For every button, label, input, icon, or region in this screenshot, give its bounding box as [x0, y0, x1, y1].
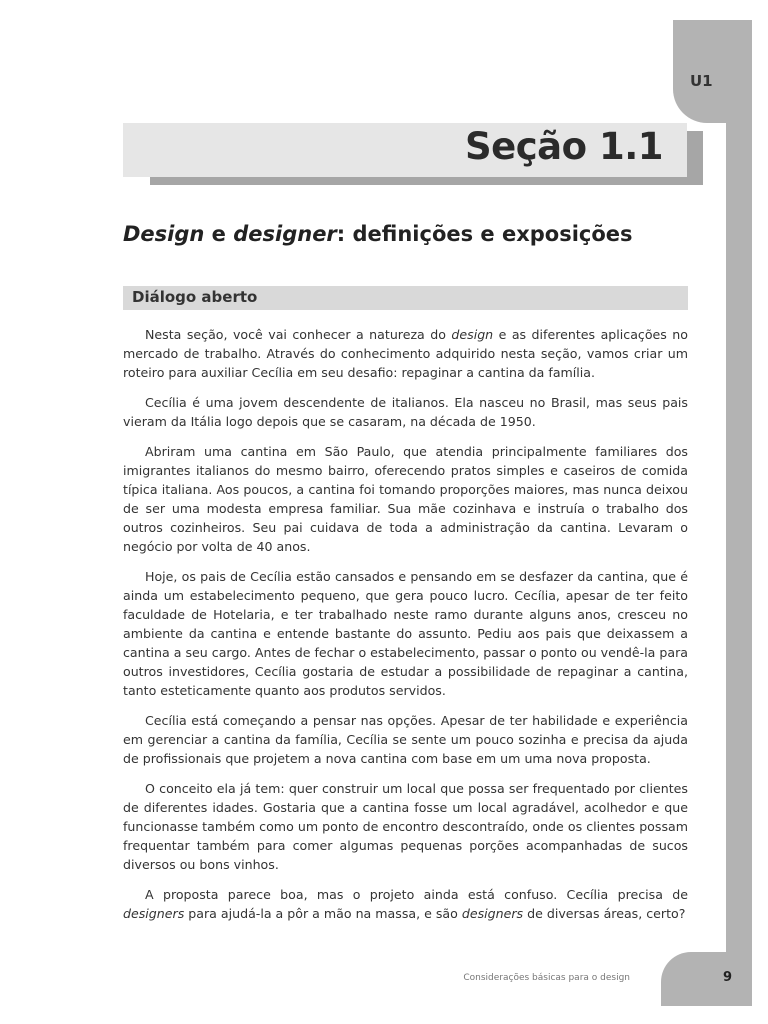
heading-designer: designer: [233, 222, 337, 246]
paragraph-7-text-a: A proposta parece boa, mas o projeto ainda está confuso. Cecília precisa de: [145, 887, 688, 902]
paragraph-2: Cecília é uma jovem descendente de italianos. Ela nasceu no Brasil, mas seus pais vieram da Itália logo depois que se casaram, na década de 1950.: [123, 395, 688, 429]
paragraph-7-text-e: de diversas áreas, certo?: [523, 906, 686, 921]
paragraph-4: Hoje, os pais de Cecília estão cansados e pensando em se desfazer da cantina, que é ainda um estabelecimento pequeno, que gera pouco lucro. Cecília, apesar de ter feito faculdade de Hotelaria, e ter trabalhado neste ramo durante alguns anos, cresceu no ambiente da cantina e entende bastante do assunto. Pediu aos pais que deixassem a cantina a seu cargo. Antes de fechar o estabelecimento, passar o ponto ou vendê-la para outros investidores, Cecília gostaria de estudar a possibilidade de repaginar a cantina, tanto esteticamente quanto aos produtos servidos.: [123, 569, 688, 698]
paragraph-7-emphasis-2: designers: [461, 906, 524, 921]
section-heading: [123, 222, 688, 246]
paragraph-1: [123, 325, 688, 382]
section-title-box: [123, 123, 687, 177]
paragraph-5: Cecília está começando a pensar nas opções. Apesar de ter habilidade e experiência em gerenciar a cantina da família, Cecília se sente um pouco sozinha e precisa da ajuda de profissionais que projetem a nova cantina com base em um uma nova proposta.: [123, 713, 688, 766]
paragraph-7: [123, 885, 688, 923]
dialog-label: Diálogo aberto: [132, 288, 258, 306]
heading-design: Design: [123, 222, 205, 246]
paragraph-1-emphasis: design: [451, 327, 494, 342]
body-text: [123, 325, 688, 934]
paragraph-6: O conceito ela já tem: quer construir um local que possa ser frequentado por clientes de diferentes idades. Gostaria que a cantina fosse um local agradável, acolhedor e que funcionasse também como um ponto de encontro descontraído, onde os clientes possam frequentar também para comer algumas pequenas porções acompanhadas de sucos diversos ou bons vinhos.: [123, 781, 688, 872]
paragraph-1-text-c: e as diferentes aplicações no mercado de trabalho. Através do conhecimento adquirido nesta seção, vamos criar um roteiro para auxiliar Cecília em seu desafio: repaginar a cantina da família.: [123, 327, 688, 380]
paragraph-7-emphasis-1: designers: [123, 906, 185, 921]
heading-rest: : definições e exposições: [336, 222, 633, 246]
unit-label: U1: [690, 72, 713, 90]
paragraph-1-text-a: Nesta seção, você vai conhecer a natureza do: [145, 327, 452, 342]
page-number-tab: [661, 952, 752, 1006]
heading-connector: e: [204, 222, 234, 246]
page-number: 9: [723, 970, 733, 985]
side-band: [726, 20, 752, 1006]
paragraph-3: Abriram uma cantina em São Paulo, que atendia principalmente familiares dos imigrantes italianos do mesmo bairro, oferecendo pratos simples e caseiros de comida típica italiana. Aos poucos, a cantina foi tomando proporções maiores, mas nunca deixou de ser uma modesta empresa familiar. Sua mãe cozinhava e instruía o trabalho dos outros cozinheiros. Seu pai cuidava de toda a administração da cantina. Levaram o negócio por volta de 40 anos.: [123, 444, 688, 554]
footer-text: Considerações básicas para o design: [463, 973, 630, 983]
dialog-bar: [123, 286, 688, 310]
paragraph-7-text-c: para ajudá-la a pôr a mão na massa, e são: [184, 906, 462, 921]
section-title: Seção 1.1: [465, 125, 663, 168]
